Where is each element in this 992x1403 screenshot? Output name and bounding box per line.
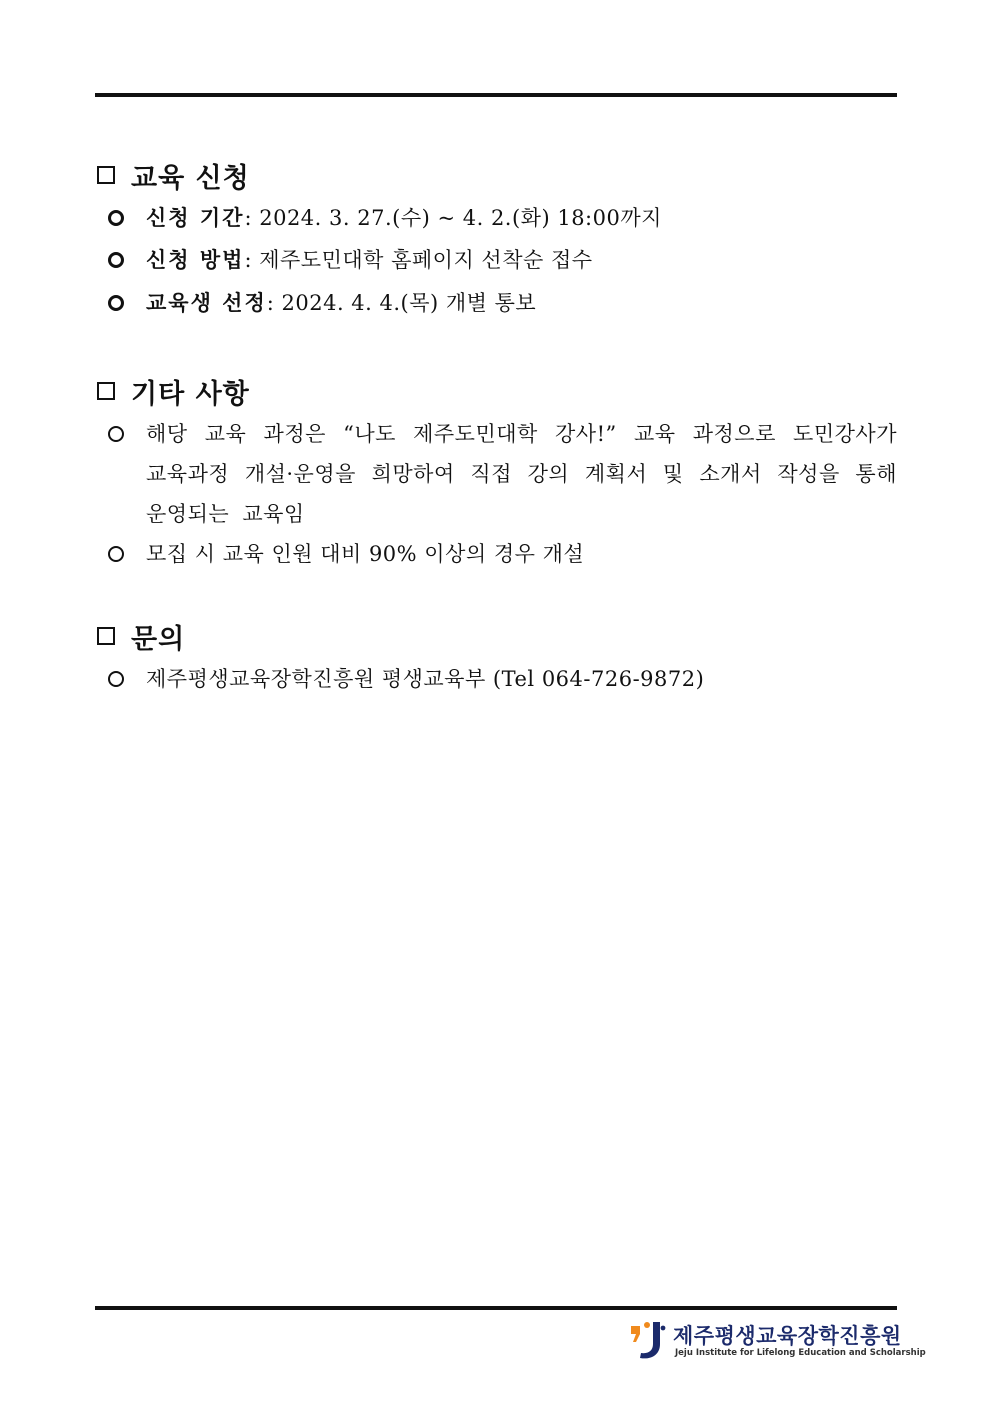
list-item — [95, 414, 897, 534]
circle-bullet-icon — [108, 426, 124, 442]
institute-logo — [627, 1318, 926, 1362]
square-bullet-icon — [97, 627, 115, 645]
circle-bullet-icon — [108, 210, 124, 226]
logo-title: 제주평생교육장학진흥원 — [673, 1324, 902, 1348]
item-text: : 2024. 3. 27.(수) ~ 4. 2.(화) 18:00까지 — [244, 206, 662, 230]
circle-bullet-icon — [108, 252, 124, 268]
item-text: 모집 시 교육 인원 대비 90% 이상의 경우 개설 — [146, 542, 585, 566]
list-item — [95, 283, 897, 323]
section-application — [95, 155, 897, 323]
item-text: : 2024. 4. 4.(목) 개별 통보 — [266, 291, 537, 315]
section-heading — [95, 616, 897, 656]
section-heading — [95, 155, 897, 195]
list-item — [95, 659, 897, 699]
item-label: 신청 방법 — [146, 247, 245, 272]
bottom-rule — [95, 1306, 897, 1310]
circle-bullet-icon — [108, 295, 124, 311]
section-contact — [95, 616, 897, 699]
list-item — [95, 534, 897, 574]
logo-subtitle: Jeju Institute for Lifelong Education and Scholarship — [675, 1348, 926, 1358]
square-bullet-icon — [97, 166, 115, 184]
circle-bullet-icon — [108, 546, 124, 562]
item-text: 제주평생교육장학진흥원 평생교육부 (Tel 064-726-9872) — [146, 667, 705, 691]
section-heading-text: 교육 신청 — [131, 162, 250, 194]
jeju-institute-logo-icon — [627, 1318, 667, 1362]
item-text: 해당 교육 과정은 “나도 제주도민대학 강사!” 교육 과정으로 도민강사가 교육과정 개설·운영을 희망하여 직접 강의 계획서 및 소개서 작성을 통해 운영되는 교육임 — [146, 422, 897, 526]
square-bullet-icon — [97, 382, 115, 400]
item-label: 신청 기간 — [146, 205, 245, 230]
section-notes — [95, 371, 897, 574]
item-text: : 제주도민대학 홈페이지 선착순 접수 — [244, 248, 593, 272]
list-item — [95, 198, 897, 238]
circle-bullet-icon — [108, 671, 124, 687]
item-label: 교육생 선정 — [146, 290, 267, 315]
section-heading-text: 기타 사항 — [131, 378, 250, 410]
top-rule — [95, 93, 897, 97]
section-heading-text: 문의 — [131, 623, 186, 655]
section-heading — [95, 371, 897, 411]
list-item — [95, 240, 897, 280]
